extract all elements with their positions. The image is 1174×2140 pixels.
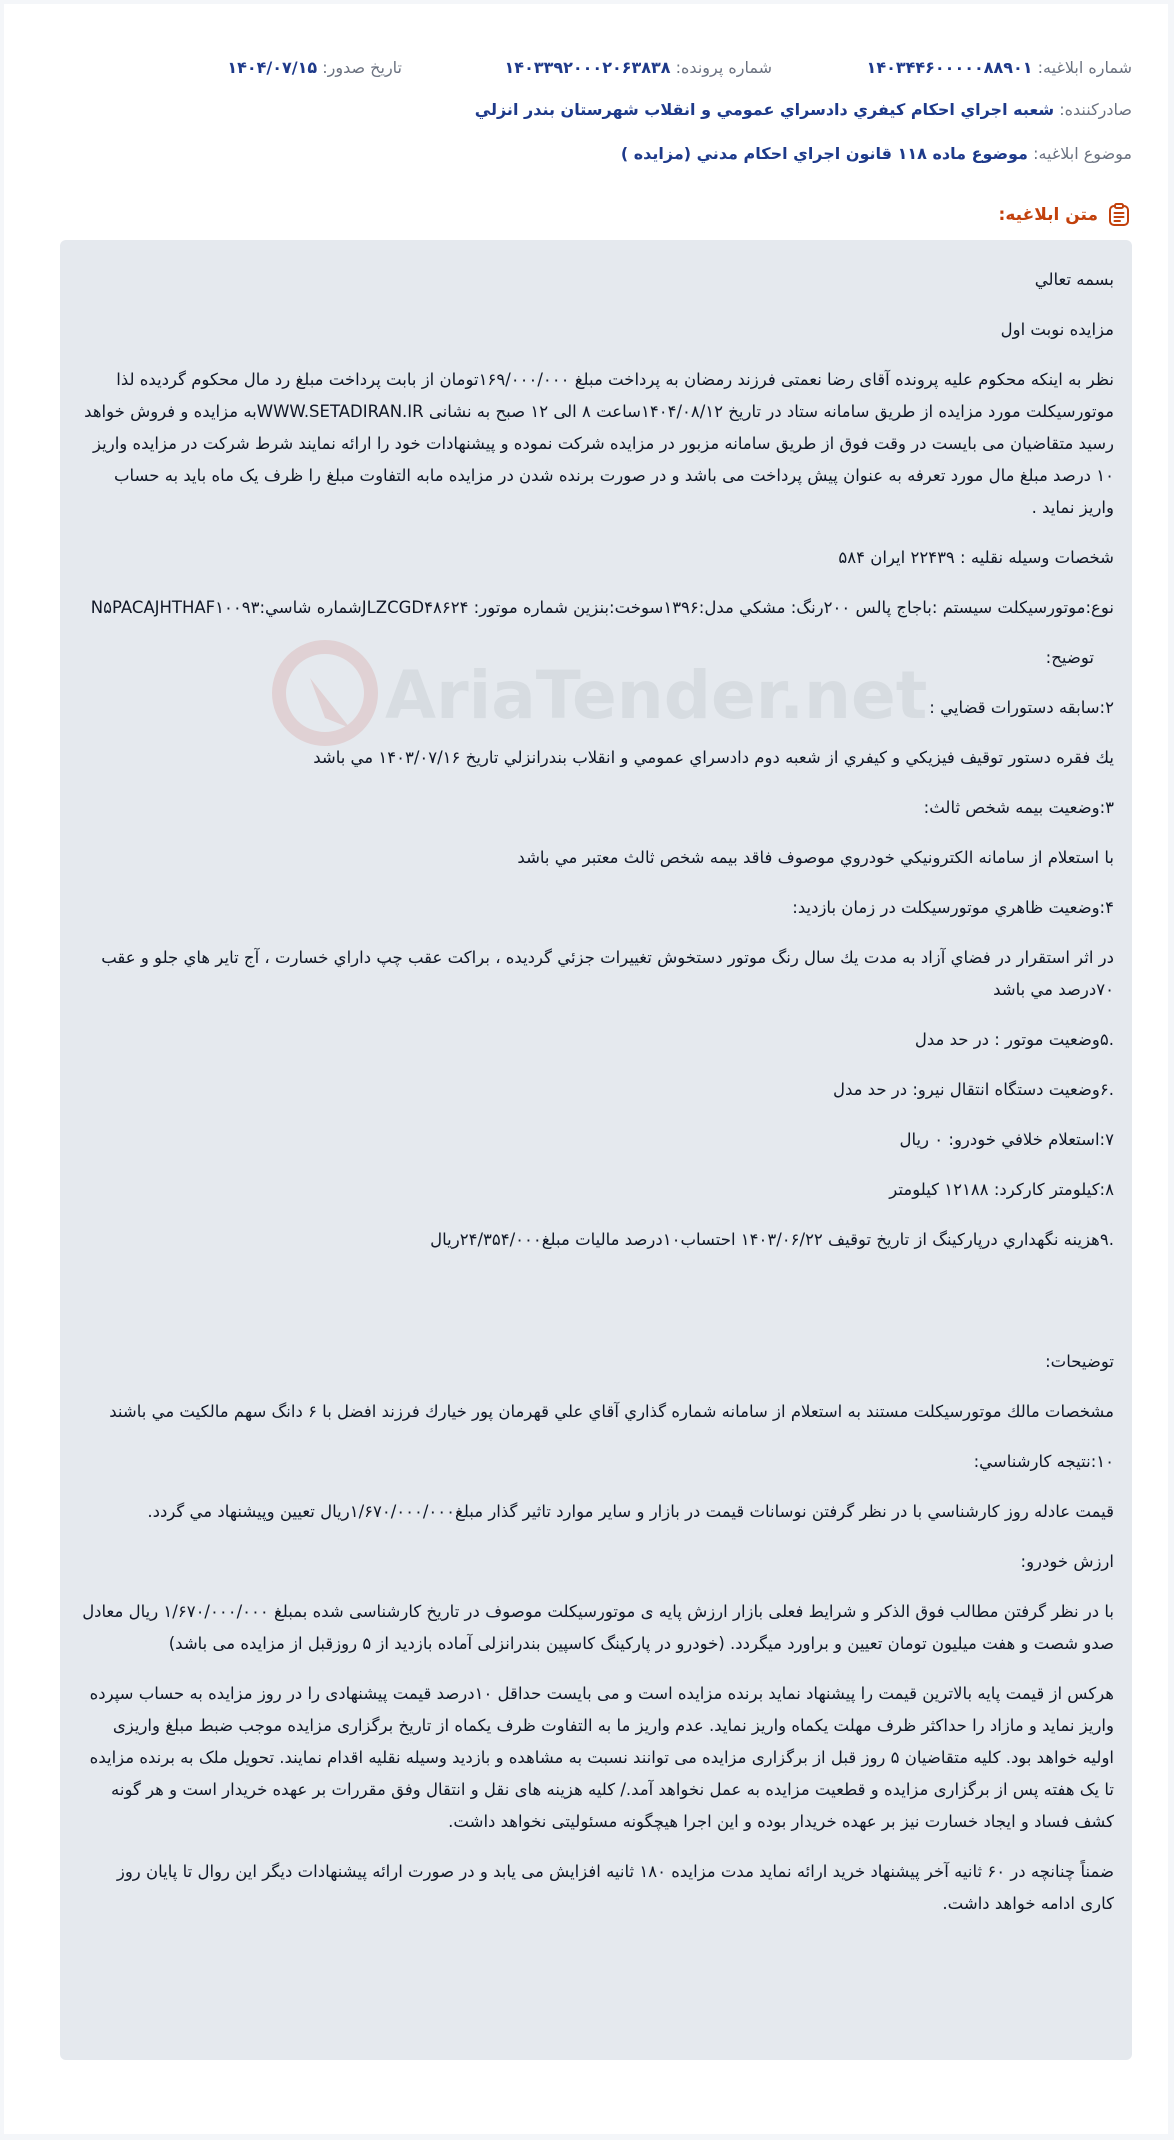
notice-page — [4, 4, 1168, 2134]
meta-row-subject — [60, 144, 1132, 163]
body-paragraph: هرکس از قیمت پایه بالاترین قیمت را پیشنهاد نماید برنده مزایده است و می بایست حداقل ۱۰درصد قیمت پیشنهادی را در روز مزایده به حساب سپرده واریز نماید و مازاد را حداکثر ظرف مهلت یکماه واریز نماید. عدم واریز ما به التفاوت ظرف یکماه از تاریخ برگزاری مزایده موجب ضبط مبلغ واریزی اولیه خواهد بود. کلیه متقاضیان ۵ روز قبل از برگزاری مزایده می توانند نسبت به مشاهده و بازدید وسیله نقلیه اقدام نمایند. تحویل ملک به برنده مزایده تا یک هفته پس از برگزاری مزایده و قطعیت مزایده به عمل نخواهد آمد./ کلیه هزینه های نقل و انتقال وفق مقررات بر عهده خریدار است و هر گونه کشف فساد و ایجاد خسارت نیز بر عهده خریدار بوده و این اجرا هیچگونه مسئولیتی نخواهد داشت. — [89, 1684, 1114, 1831]
subject-label: موضوع ابلاغیه: — [1033, 144, 1132, 163]
case-number-value: ۱۴۰۳۳۹۲۰۰۰۲۰۶۳۸۳۸ — [504, 58, 671, 77]
body-paragraph: بسمه تعالي — [1034, 270, 1114, 289]
meta-row-issuer — [60, 100, 1132, 119]
issue-date-value: ۱۴۰۴/۰۷/۱۵ — [227, 58, 318, 77]
body-paragraph: با در نظر گرفتن مطالب فوق الذکر و شرایط فعلی بازار ارزش پایه ی موتورسیکلت موصوف در تاریخ کارشناسی شده بمبلغ ۱/۶۷۰/۰۰۰/۰۰۰ ریال معادل صدو شصت و هفت میلیون تومان تعیین و براورد میگردد. (خودرو در پارکینگ کاسپین بندرانزلی آماده بازدید از ۵ روزقبل از مزایده می باشد) — [82, 1602, 1114, 1653]
body-paragraph: با استعلام از سامانه الكترونيكي خودروي موصوف فاقد بيمه شخص ثالث معتبر مي باشد — [517, 848, 1114, 867]
body-paragraph: .۶وضعيت دستگاه انتقال نيرو: در حد مدل — [832, 1080, 1114, 1099]
body-paragraph: .۵وضعيت موتور : در حد مدل — [914, 1030, 1114, 1049]
body-paragraph: توضیح: — [1045, 648, 1094, 667]
issue-date-label: تاریخ صدور: — [322, 58, 402, 77]
notice-body-text — [80, 264, 1114, 1938]
body-paragraph: نوع:موتورسيكلت سيستم :باجاج پالس ۲۰۰رنگ: مشكي مدل:۱۳۹۶سوخت:بنزين شماره موتور: JLZCGD۴۸۶۲۴شماره شاسي:N۵PACAJHTHAF۱۰۰۹۳ — [90, 598, 1114, 617]
body-paragraph: شخصات وسیله نقلیه : ۲۲۴۳۹ ایران ۵۸۴ — [838, 548, 1114, 567]
body-paragraph: ۷:استعلام خلافي خودرو: ۰ ريال — [899, 1130, 1114, 1149]
notice-number-label: شماره ابلاغیه: — [1037, 58, 1132, 77]
body-paragraph: ۴:وضعيت ظاهري موتورسيكلت در زمان بازديد: — [792, 898, 1114, 917]
body-paragraph: ۲:سابقه دستورات قضايي : — [929, 698, 1114, 717]
issue-date — [227, 58, 402, 77]
body-paragraph: قيمت عادله روز كارشناسي با در نظر گرفتن نوسانات قيمت در بازار و ساير موارد تاثير گذار مبلغ۱/۶۷۰/۰۰۰/۰۰۰ريال تعيين وپيشنهاد مي گردد. — [147, 1502, 1114, 1521]
case-number-label: شماره پرونده: — [675, 58, 772, 77]
body-paragraph: توضیحات: — [1045, 1352, 1114, 1371]
notice-text-heading — [999, 202, 1132, 228]
body-paragraph: نظر به اینکه محکوم علیه پرونده آقای رضا نعمتی فرزند رمضان به پرداخت مبلغ ۱۶۹/۰۰۰/۰۰۰تومان از بابت پرداخت مبلغ رد مال محکوم گردیده لذا موتورسیکلت مورد مزایده از طریق سامانه ستاد در تاریخ ۱۴۰۴/۰۸/۱۲ساعت ۸ الی ۱۲ صبح به نشانی WWW.SETADIRAN.IRبه مزایده و فروش خواهد رسید متقاضیان می بایست در وقت فوق از طریق سامانه مزبور در مزایده شرکت نموده و پیشنهادات خود را ارائه نمایند شرط شرکت در مزایده واریز ۱۰ درصد مبلغ مال مورد تعرفه به عنوان پیش پرداخت می باشد و در صورت برنده شدن در مزایده مابه التفاوت مبلغ را ظرف یک ماه باید به حساب واریز نماید . — [84, 370, 1114, 517]
issuer-value: شعبه اجراي احكام كيفري دادسراي عمومي و انقلاب شهرستان بندر انزلي — [474, 100, 1055, 119]
body-paragraph: ضمناً چنانچه در ۶۰ ثانیه آخر پیشنهاد خرید ارائه نماید مدت مزایده ۱۸۰ ثانیه افزایش می یابد و در صورت ارائه پیشنهادات دیگر این روال تا پایان روز کاری ادامه خواهد داشت. — [116, 1862, 1114, 1913]
notice-number — [867, 58, 1132, 77]
body-paragraph: در اثر استقرار در فضاي آزاد به مدت يك سال رنگ موتور دستخوش تغييرات جزئي گرديده ، براكت عقب چپ داراي خسارت ، آج تاير هاي جلو و عقب ۷۰درصد مي باشد — [101, 948, 1114, 999]
body-paragraph: ارزش خودرو: — [1020, 1552, 1114, 1571]
watermark-text: AriaTender.net — [385, 657, 928, 734]
body-paragraph: ۸:كيلومتر كاركرد: ۱۲۱۸۸ كيلومتر — [889, 1180, 1114, 1199]
document-text-icon — [1106, 202, 1132, 228]
subject-value: موضوع ماده ۱۱۸ قانون اجراي احكام مدني (مزايده ) — [620, 144, 1028, 163]
issuer-label: صادرکننده: — [1059, 100, 1132, 119]
body-paragraph: ۳:وضعيت بيمه شخص ثالث: — [923, 798, 1114, 817]
notice-body-panel — [60, 240, 1132, 2060]
body-paragraph: يك فقره دستور توقيف فيزيكي و كيفري از شعبه دوم دادسراي عمومي و انقلاب بندرانزلي تاريخ ۱۴۰۳/۰۷/۱۶ مي باشد — [313, 748, 1114, 767]
body-paragraph: مشخصات مالك موتورسيكلت مستند به استعلام از سامانه شماره گذاري آقاي علي قهرمان پور خيارك فرزند افضل با ۶ دانگ سهم مالكيت مي باشند — [109, 1402, 1114, 1421]
body-paragraph: ۱۰:نتيجه كارشناسي: — [973, 1452, 1114, 1471]
case-number — [505, 58, 772, 77]
body-paragraph: مزايده نوبت اول — [1000, 320, 1114, 339]
notice-text-title: متن ابلاغیه: — [998, 205, 1098, 225]
body-paragraph: .۹هزينه نگهداري درپاركينگ از تاريخ توقيف ۱۴۰۳/۰۶/۲۲ احتساب۱۰درصد ماليات مبلغ۲۴/۳۵۴/۰۰۰ريال — [430, 1230, 1114, 1249]
notice-number-value: ۱۴۰۳۴۴۶۰۰۰۰۰۸۸۹۰۱ — [866, 58, 1033, 77]
